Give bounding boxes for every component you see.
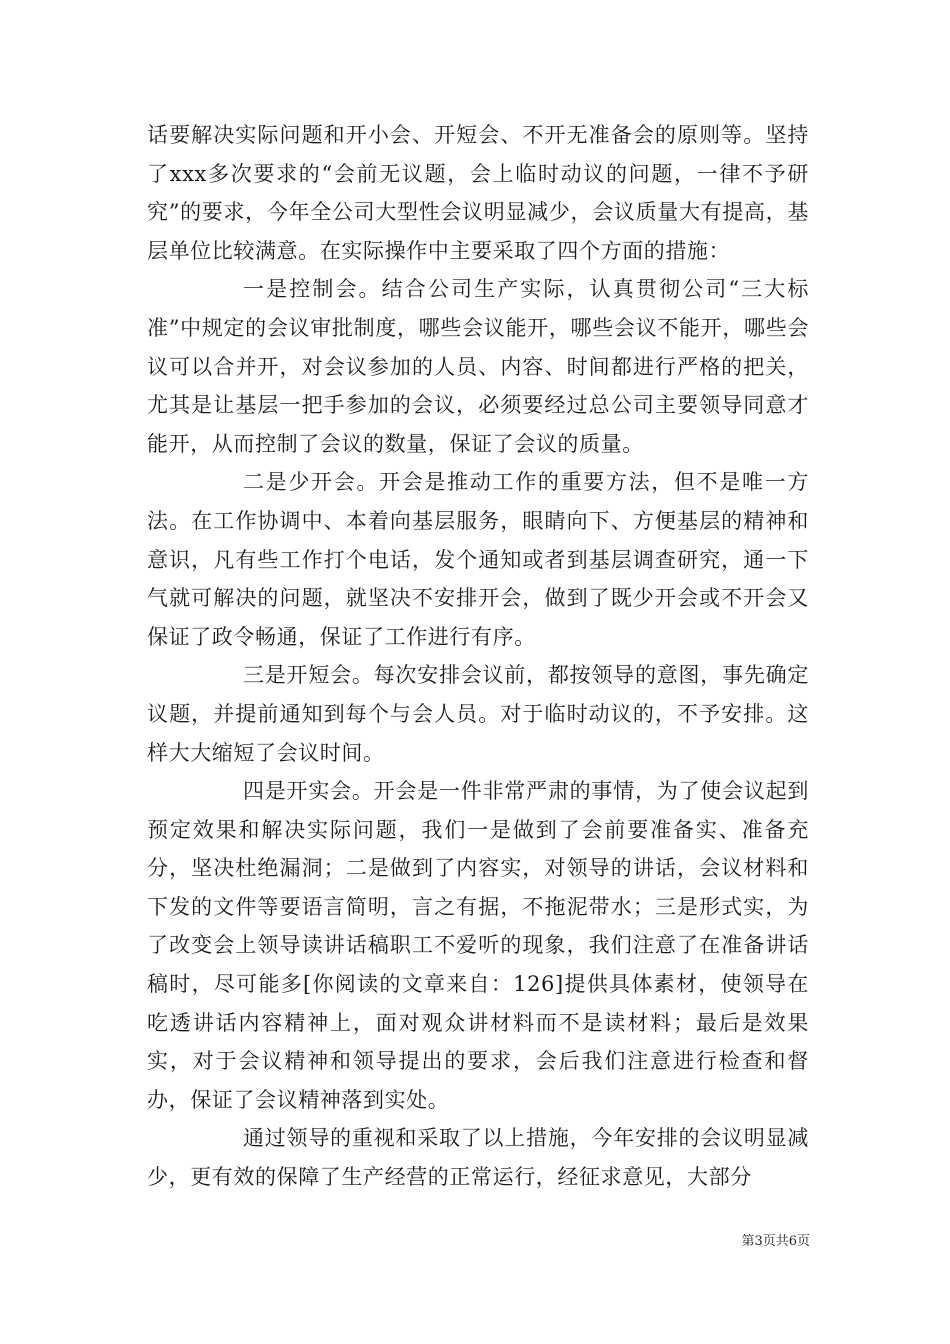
paragraph-fewer-meetings: 二是少开会。开会是推动工作的重要方法，但不是唯一方法。在工作协调中、本着向基层服务，眼睛向下、方便基层的精神和意识，凡有些工作打个电话，发个通知或者到基层调查研究，通一下气就可解决的问题，就坚决不安排开会，做到了既少开会或不开会又保证了政令畅通，保证了工作进行有序。 [147,470,809,649]
paragraph-practical-meetings: 四是开实会。开会是一件非常严肃的事情，为了使会议起到预定效果和解决实际问题，我们一是做到了会前要准备实、准备充分，坚决杜绝漏洞；二是做到了内容实，对领导的讲话，会议材料和下发的文件等要语言简明，言之有据，不拖泥带水；三是形式实，为了改变会上领导读讲话稿职工不爱听的现象，我们注意了在准备讲话稿时，尽可能多[你阅读的文章来自：126]提供具体素材，使领导在吃透讲话内容精神上，面对观众讲材料而不是读材料；最后是效果实，对于会议精神和领导提出的要求，会后我们注意进行检查和督办，保证了会议精神落到实处。 [147,779,809,1112]
document-body [147,116,809,1197]
paragraph-continuation: 话要解决实际问题和开小会、开短会、不开无准备会的原则等。坚持了xxx多次要求的“会前无议题，会上临时动议的问题，一律不予研究”的要求，今年全公司大型性会议明显减少，会议质量大有提高，基层单位比较满意。在实际操作中主要采取了四个方面的措施： [147,123,809,263]
paragraph-control-meetings: 一是控制会。结合公司生产实际，认真贯彻公司“三大标准”中规定的会议审批制度，哪些会议能开，哪些会议不能开，哪些会议可以合并开，对会议参加的人员、内容、时间都进行严格的把关，尤其是让基层一把手参加的会议，必须要经过总公司主要领导同意才能开，从而控制了会议的数量，保证了会议的质量。 [147,277,809,456]
paragraph-conclusion: 通过领导的重视和采取了以上措施，今年安排的会议明显减少，更有效的保障了生产经营的正常运行，经征求意见，大部分 [147,1126,809,1190]
page-number-footer: 第3页共6页 [741,1234,810,1249]
paragraph-short-meetings: 三是开短会。每次安排会议前，都按领导的意图，事先确定议题，并提前通知到每个与会人员。对于临时动议的，不予安排。这样大大缩短了会议时间。 [147,663,809,765]
